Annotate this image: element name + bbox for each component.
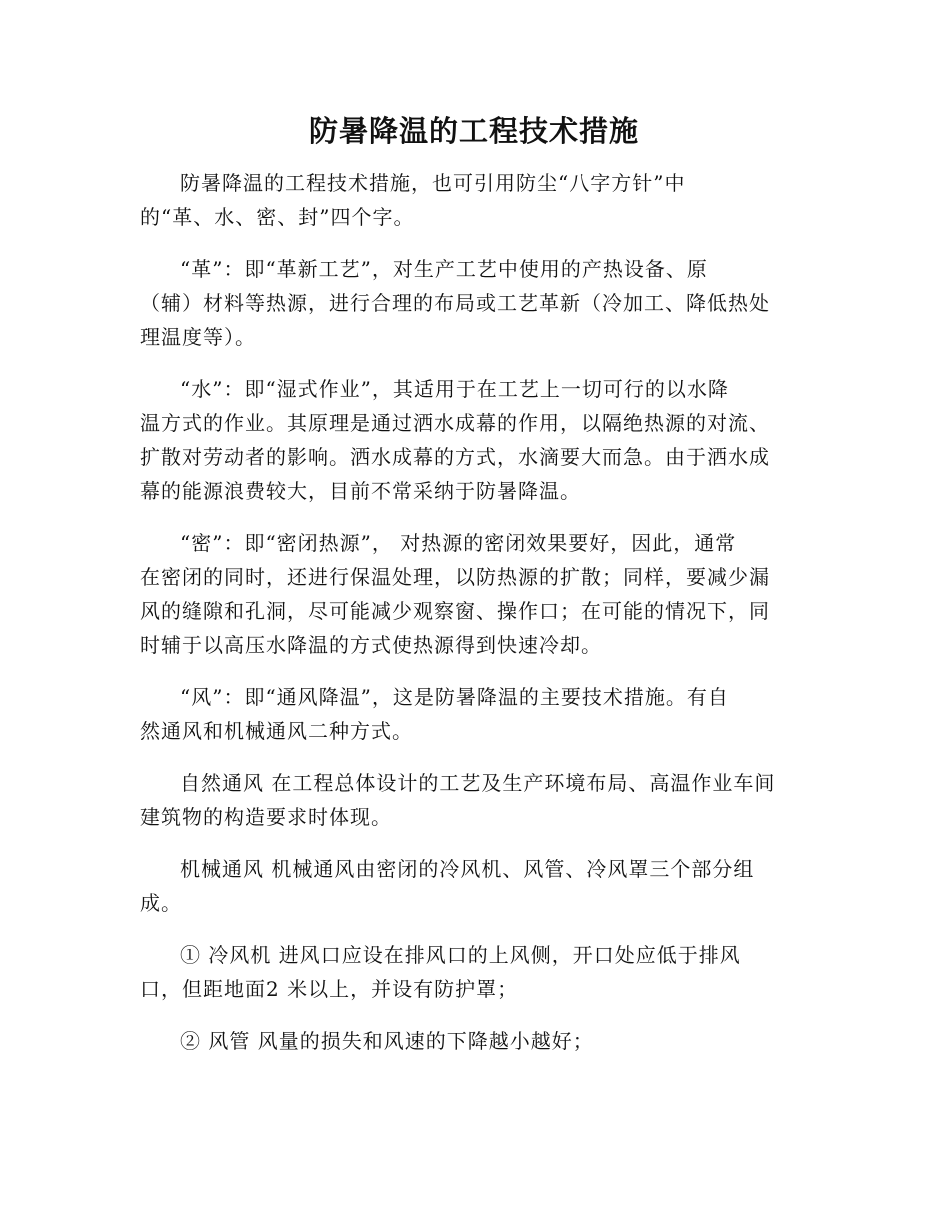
- paragraph-mechanical-ventilation: [140, 852, 808, 920]
- paragraph-line: 口，但距地面2 米以上，并设有防护罩；: [140, 977, 519, 1001]
- paragraph-shui: [140, 372, 808, 508]
- paragraph-line: 建筑物的构造要求时体现。: [140, 805, 392, 829]
- paragraph-line: 在密闭的同时，还进行保温处理，以防热源的扩散；同样，要减少漏: [140, 565, 770, 589]
- paragraph-line: 的“革、水、密、封”四个字。: [140, 205, 415, 229]
- paragraph-line: 成。: [140, 891, 182, 915]
- paragraph-line: 自然通风 在工程总体设计的工艺及生产环境布局、高温作业车间: [180, 771, 776, 795]
- paragraph-line: 温方式的作业。其原理是通过洒水成幕的作用，以隔绝热源的对流、: [140, 411, 770, 435]
- paragraph-intro: [140, 166, 808, 234]
- paragraph-line: 幕的能源浪费较大，目前不常采纳于防暑降温。: [140, 479, 581, 503]
- paragraph-natural-ventilation: [140, 766, 808, 834]
- document-title: 防暑降温的工程技术措施: [308, 114, 639, 148]
- paragraph-item-1: [140, 938, 808, 1006]
- paragraph-line: 机械通风 机械通风由密闭的冷风机、风管、冷风罩三个部分组: [180, 857, 755, 881]
- document-page: [140, 108, 808, 1076]
- paragraph-line: ② 风管 风量的损失和风速的下降越小越好；: [180, 1029, 594, 1053]
- paragraph-line: 然通风和机械通风二种方式。: [140, 719, 413, 743]
- paragraph-ge: [140, 252, 808, 354]
- paragraph-feng: [140, 680, 808, 748]
- paragraph-line: （辅）材料等热源，进行合理的布局或工艺革新（冷加工、降低热处: [140, 291, 770, 315]
- paragraph-line: “密”：即“密闭热源”， 对热源的密闭效果要好，因此，通常: [180, 531, 737, 555]
- paragraph-mi: [140, 526, 808, 662]
- paragraph-line: “风”：即“通风降温”，这是防暑降温的主要技术措施。有自: [180, 685, 729, 709]
- paragraph-line: “水”：即“湿式作业”，其适用于在工艺上一切可行的以水降: [180, 377, 729, 401]
- paragraph-line: ① 冷风机 进风口应设在排风口的上风侧，开口处应低于排风: [180, 943, 741, 967]
- paragraph-item-2: [140, 1024, 808, 1058]
- paragraph-line: 风的缝隙和孔洞，尽可能减少观察窗、操作口；在可能的情况下，同: [140, 599, 770, 623]
- paragraph-line: 防暑降温的工程技术措施，也可引用防尘“八字方针”中: [180, 171, 686, 195]
- paragraph-line: 扩散对劳动者的影响。洒水成幕的方式，水滴要大而急。由于洒水成: [140, 445, 770, 469]
- paragraph-line: 理温度等）。: [140, 325, 256, 349]
- paragraph-line: “革”：即“革新工艺”，对生产工艺中使用的产热设备、原: [180, 257, 708, 281]
- paragraph-line: 时辅于以高压水降温的方式使热源得到快速冷却。: [140, 633, 602, 657]
